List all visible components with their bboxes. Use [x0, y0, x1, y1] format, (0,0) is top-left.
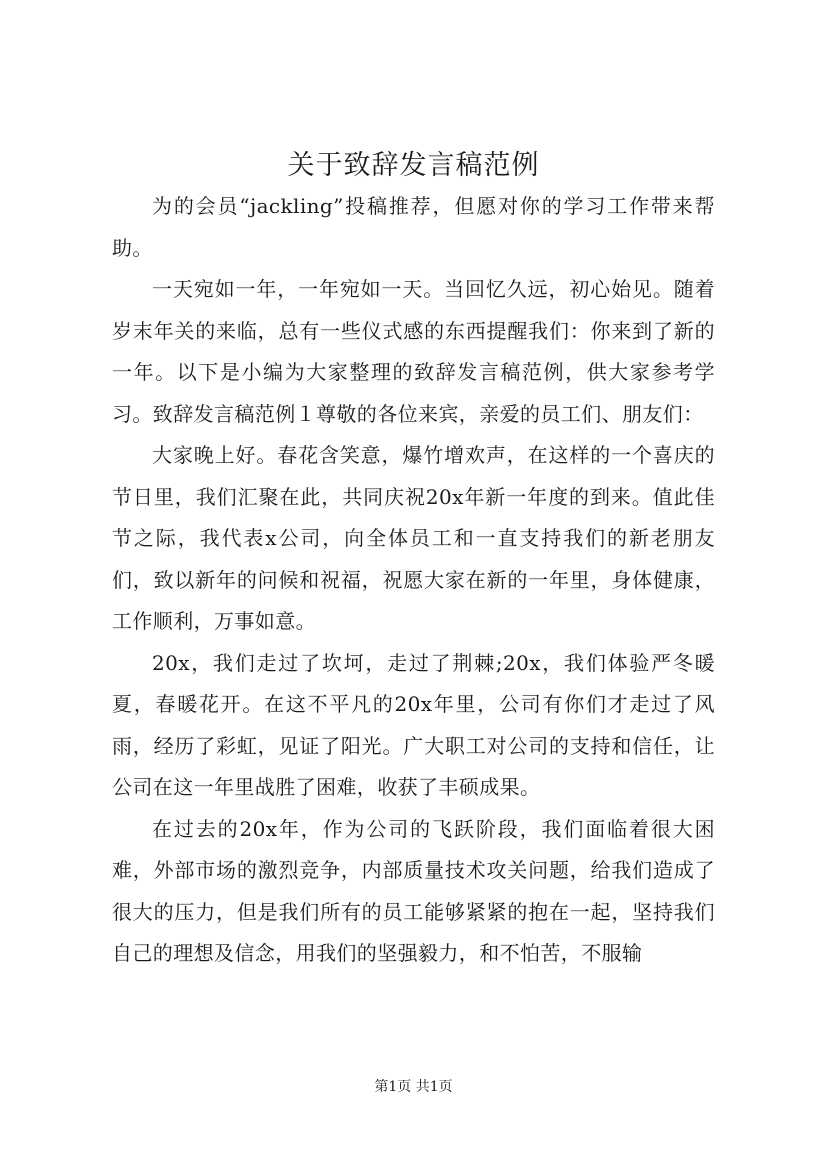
document-title: 关于致辞发言稿范例 [287, 150, 540, 181]
paragraph: 20x，我们走过了坎坷，走过了荆棘;20x，我们体验严冬暖夏，春暖花开。在这不平凡的20x年里，公司有你们才走过了风雨，经历了彩虹，见证了阳光。广大职工对公司的支持和信任，让公司在这一年里战胜了困难，收获了丰硕成果。 [112, 650, 715, 799]
document-body [112, 186, 715, 975]
paragraph: 一天宛如一年，一年宛如一天。当回忆久远，初心始见。随着岁末年关的来临，总有一些仪式感的东西提醒我们：你来到了新的一年。以下是小编为大家整理的致辞发言稿范例，供大家参考学习。致辞发言稿范例１尊敬的各位来宾，亲爱的员工们、朋友们： [112, 277, 715, 426]
page-footer: 第1页 共1页 [374, 1079, 453, 1095]
paragraph: 大家晚上好。春花含笑意，爆竹增欢声，在这样的一个喜庆的节日里，我们汇聚在此，共同庆祝20x年新一年度的到来。值此佳节之际，我代表x公司，向全体员工和一直支持我们的新老朋友们，致以新年的问候和祝福，祝愿大家在新的一年里，身体健康，工作顺利，万事如意。 [112, 443, 715, 633]
paragraph: 为的会员“jackling”投稿推荐，但愿对你的学习工作带来帮助。 [112, 194, 715, 260]
paragraph: 在过去的20x年，作为公司的飞跃阶段，我们面临着很大困难，外部市场的激烈竞争，内部质量技术攻关问题，给我们造成了很大的压力，但是我们所有的员工能够紧紧的抱在一起，坚持我们自己的理想及信念，用我们的坚强毅力，和不怕苦，不服输 [112, 816, 715, 965]
